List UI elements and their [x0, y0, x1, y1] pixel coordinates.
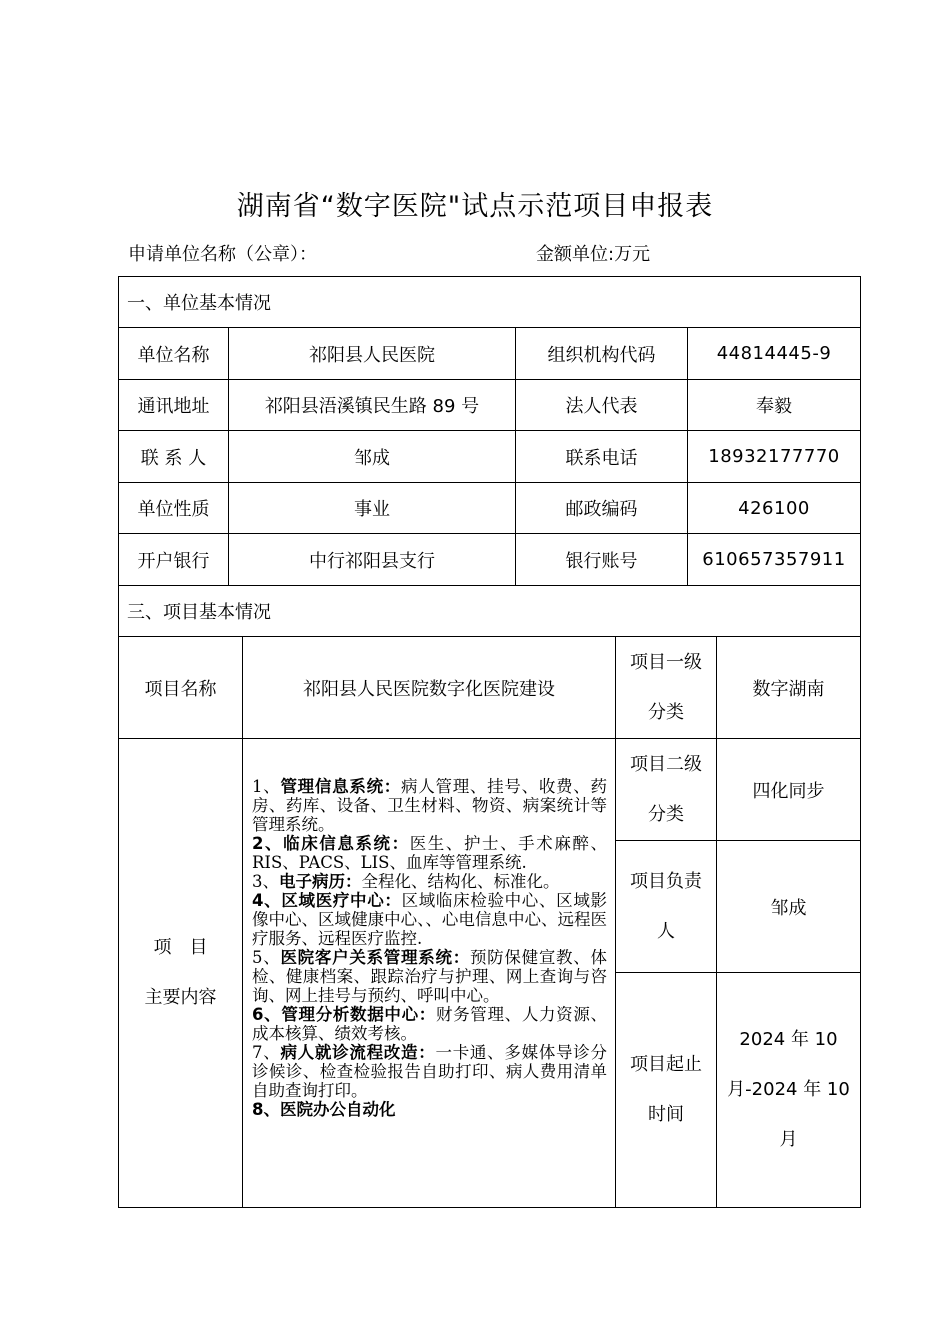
label-main-content: [119, 739, 243, 1208]
table-row: [119, 380, 861, 431]
label-category-1-line2: 分类: [648, 701, 684, 723]
label-category-2: [616, 739, 717, 841]
label-project-leader-line2: 人: [657, 920, 675, 942]
value-address: 祁阳县浯溪镇民生路 89 号: [229, 380, 516, 431]
label-contact: 联 系 人: [119, 431, 229, 483]
label-address: 通讯地址: [119, 380, 229, 431]
label-bank: 开户银行: [119, 534, 229, 586]
table-row: [119, 483, 861, 534]
value-phone: 18932177770: [688, 431, 861, 483]
label-project-name: 项目名称: [119, 637, 243, 739]
value-unit-name: 祁阳县人民医院: [229, 328, 516, 380]
value-project-period: [717, 973, 861, 1208]
label-category-2-line1: 项目二级: [630, 753, 702, 775]
label-account: 银行账号: [516, 534, 688, 586]
label-unit-type: 单位性质: [119, 483, 229, 534]
value-bank: 中行祁阳县支行: [229, 534, 516, 586]
list-item: 7、病人就诊流程改造：一卡通、多媒体导诊分诊候诊、检查检验报告自助打印、病人费用清单自助查询打印。: [252, 1043, 608, 1100]
label-phone: 联系电话: [516, 431, 688, 483]
value-unit-type: 事业: [229, 483, 516, 534]
label-postcode: 邮政编码: [516, 483, 688, 534]
label-main-content-line1: 项 目: [153, 937, 208, 958]
label-project-period: [616, 973, 717, 1208]
label-project-period-line2: 时间: [648, 1104, 684, 1125]
list-item: 4、区域医疗中心：区域临床检验中心、区域影像中心、区域健康中心、、心电信息中心、远程医疗服务、远程医疗监控.: [252, 891, 608, 948]
list-item: 8、医院办公自动化: [252, 1100, 396, 1119]
main-content-list: [243, 739, 616, 1208]
unit-info-table: [118, 276, 861, 637]
table-row: [119, 534, 861, 586]
table-row: [119, 328, 861, 380]
label-legal-rep: 法人代表: [516, 380, 688, 431]
list-item: 2、临床信息系统：医生、护士、手术麻醉、RIS、PACS、LIS、血库等管理系统.: [252, 834, 608, 872]
section-heading-unit: 一、单位基本情况: [119, 277, 861, 328]
value-legal-rep: 奉毅: [688, 380, 861, 431]
table-row: [119, 431, 861, 483]
label-org-code: 组织机构代码: [516, 328, 688, 380]
label-main-content-line2: 主要内容: [144, 987, 217, 1008]
label-category-2-line2: 分类: [648, 803, 684, 825]
value-category-2: 四化同步: [717, 739, 861, 841]
label-category-1-line1: 项目一级: [630, 651, 702, 673]
value-account: 610657357911: [688, 534, 861, 586]
value-project-period-line2: 月-2024 年 10: [727, 1079, 850, 1100]
applicant-label: 申请单位名称（公章）：: [128, 244, 317, 265]
value-org-code: 44814445-9: [688, 328, 861, 380]
list-item: 3、电子病历：全程化、结构化、标准化。: [252, 872, 560, 891]
label-unit-name: 单位名称: [119, 328, 229, 380]
value-project-period-line3: 月: [779, 1129, 798, 1150]
value-category-1: 数字湖南: [717, 637, 861, 739]
label-category-1: [616, 637, 717, 739]
amount-unit: 金额单位:万元: [536, 244, 651, 265]
label-project-leader: [616, 841, 717, 973]
page-title: 湖南省“数字医院"试点示范项目申报表: [236, 191, 714, 222]
project-info-table: [118, 636, 861, 1208]
list-item: 1、管理信息系统：病人管理、挂号、收费、药房、药库、设备、卫生材料、物资、病案统计等管理系统。: [252, 777, 608, 834]
value-project-period-line1: 2024 年 10: [739, 1029, 838, 1050]
list-item: 6、管理分析数据中心：财务管理、人力资源、成本核算、绩效考核。: [252, 1005, 608, 1043]
section-heading-project: 三、项目基本情况: [119, 586, 861, 637]
value-project-leader: 邹成: [717, 841, 861, 973]
value-project-name: 祁阳县人民医院数字化医院建设: [243, 637, 616, 739]
label-project-leader-line1: 项目负责: [630, 870, 702, 892]
value-postcode: 426100: [688, 483, 861, 534]
label-project-period-line1: 项目起止: [630, 1054, 702, 1075]
value-contact: 邹成: [229, 431, 516, 483]
list-item: 5、医院客户关系管理系统：预防保健宣教、体检、健康档案、跟踪治疗与护理、网上查询与咨询、网上挂号与预约、呼叫中心。: [252, 948, 608, 1005]
